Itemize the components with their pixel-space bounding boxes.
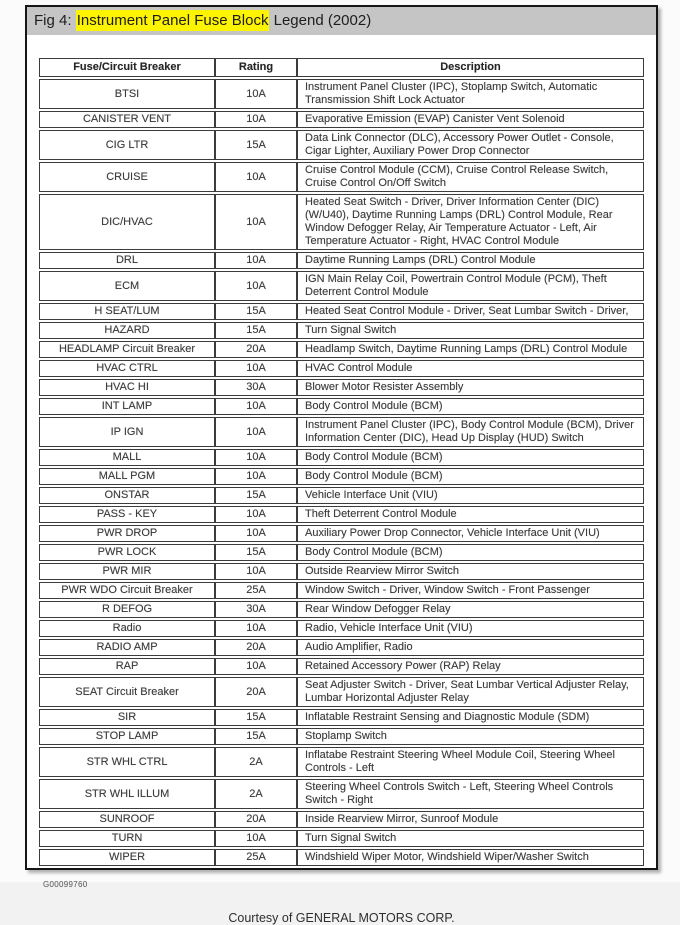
fuse-cell: R DEFOG	[39, 601, 215, 618]
description-cell: Data Link Connector (DLC), Accessory Power Outlet - Console, Cigar Lighter, Auxiliary Power Drop Connector	[297, 130, 644, 160]
fuse-cell: CANISTER VENT	[39, 111, 215, 128]
description-cell: Windshield Wiper Motor, Windshield Wiper/Washer Switch	[297, 849, 644, 866]
table-row	[39, 563, 644, 580]
description-cell: Outside Rearview Mirror Switch	[297, 563, 644, 580]
fuse-cell: HVAC CTRL	[39, 360, 215, 377]
table-row	[39, 360, 644, 377]
fuse-cell: PASS - KEY	[39, 506, 215, 523]
rating-cell: 15A	[215, 322, 297, 339]
description-cell: Auxiliary Power Drop Connector, Vehicle Interface Unit (VIU)	[297, 525, 644, 542]
fuse-cell: STR WHL ILLUM	[39, 779, 215, 809]
fuse-cell: SIR	[39, 709, 215, 726]
table-row	[39, 544, 644, 561]
fuse-cell: TURN	[39, 830, 215, 847]
rating-cell: 20A	[215, 677, 297, 707]
description-cell: IGN Main Relay Coil, Powertrain Control Module (PCM), Theft Deterrent Control Module	[297, 271, 644, 301]
rating-cell: 30A	[215, 379, 297, 396]
table-row	[39, 130, 644, 160]
rating-cell: 10A	[215, 468, 297, 485]
rating-cell: 10A	[215, 658, 297, 675]
fuse-cell: SUNROOF	[39, 811, 215, 828]
rating-cell: 15A	[215, 728, 297, 745]
table-row	[39, 849, 644, 866]
rating-cell: 15A	[215, 544, 297, 561]
fuse-cell: CRUISE	[39, 162, 215, 192]
table-row	[39, 449, 644, 466]
fuse-cell: DRL	[39, 252, 215, 269]
fuse-cell: Radio	[39, 620, 215, 637]
description-cell: Instrument Panel Cluster (IPC), Body Control Module (BCM), Driver Information Center (DIC), Head Up Display (HUD) Switch	[297, 417, 644, 447]
rating-cell: 10A	[215, 563, 297, 580]
figure-id: G00099760	[43, 880, 88, 889]
figure-title-suffix: Legend (2002)	[269, 12, 372, 29]
description-cell: Radio, Vehicle Interface Unit (VIU)	[297, 620, 644, 637]
description-cell: Blower Motor Resister Assembly	[297, 379, 644, 396]
description-cell: Stoplamp Switch	[297, 728, 644, 745]
fuse-cell: HEADLAMP Circuit Breaker	[39, 341, 215, 358]
rating-cell: 10A	[215, 398, 297, 415]
description-cell: Theft Deterrent Control Module	[297, 506, 644, 523]
rating-cell: 10A	[215, 79, 297, 109]
rating-cell: 25A	[215, 582, 297, 599]
fuse-cell: WIPER	[39, 849, 215, 866]
table-row	[39, 194, 644, 250]
column-header-rating: Rating	[215, 58, 297, 77]
description-cell: Retained Accessory Power (RAP) Relay	[297, 658, 644, 675]
table-row	[39, 468, 644, 485]
fuse-cell: INT LAMP	[39, 398, 215, 415]
table-row	[39, 582, 644, 599]
figure-title-bar	[27, 7, 656, 35]
fuse-cell: IP IGN	[39, 417, 215, 447]
fuse-cell: DIC/HVAC	[39, 194, 215, 250]
fuse-cell: BTSI	[39, 79, 215, 109]
column-header-fuse: Fuse/Circuit Breaker	[39, 58, 215, 77]
fuse-cell: SEAT Circuit Breaker	[39, 677, 215, 707]
description-cell: Heated Seat Switch - Driver, Driver Information Center (DIC) (W/U40), Daytime Running Lamps (DRL) Control Module, Rear Window Defogger Relay, Air Temperature Actuator - Left, Air Temperature Actuator - Right, HVAC Control Module	[297, 194, 644, 250]
rating-cell: 10A	[215, 360, 297, 377]
rating-cell: 15A	[215, 303, 297, 320]
description-cell: Body Control Module (BCM)	[297, 544, 644, 561]
table-row	[39, 252, 644, 269]
rating-cell: 15A	[215, 487, 297, 504]
rating-cell: 10A	[215, 111, 297, 128]
description-cell: Rear Window Defogger Relay	[297, 601, 644, 618]
description-cell: Instrument Panel Cluster (IPC), Stoplamp Switch, Automatic Transmission Shift Lock Actuator	[297, 79, 644, 109]
table-row	[39, 379, 644, 396]
column-header-description: Description	[297, 58, 644, 77]
table-row	[39, 162, 644, 192]
table-header-row	[39, 58, 644, 77]
rating-cell: 10A	[215, 830, 297, 847]
rating-cell: 10A	[215, 252, 297, 269]
rating-cell: 10A	[215, 449, 297, 466]
table-row	[39, 601, 644, 618]
table-row	[39, 303, 644, 320]
rating-cell: 25A	[215, 849, 297, 866]
figure-title-prefix: Fig 4:	[34, 12, 76, 29]
table-row	[39, 525, 644, 542]
rating-cell: 10A	[215, 271, 297, 301]
fuse-cell: ONSTAR	[39, 487, 215, 504]
rating-cell: 20A	[215, 341, 297, 358]
fuse-cell: RAP	[39, 658, 215, 675]
figure-title-highlight: Instrument Panel Fuse Block	[76, 12, 269, 29]
table-row	[39, 728, 644, 745]
description-cell: HVAC Control Module	[297, 360, 644, 377]
fuse-legend-table	[39, 56, 644, 868]
fuse-cell: PWR LOCK	[39, 544, 215, 561]
table-row	[39, 747, 644, 777]
rating-cell: 10A	[215, 525, 297, 542]
table-row	[39, 79, 644, 109]
fuse-cell: MALL	[39, 449, 215, 466]
description-cell: Steering Wheel Controls Switch - Left, Steering Wheel Controls Switch - Right	[297, 779, 644, 809]
table-row	[39, 639, 644, 656]
description-cell: Headlamp Switch, Daytime Running Lamps (DRL) Control Module	[297, 341, 644, 358]
table-row	[39, 341, 644, 358]
table-row	[39, 779, 644, 809]
fuse-cell: RADIO AMP	[39, 639, 215, 656]
table-row	[39, 830, 644, 847]
table-row	[39, 322, 644, 339]
table-row	[39, 417, 644, 447]
description-cell: Vehicle Interface Unit (VIU)	[297, 487, 644, 504]
description-cell: Window Switch - Driver, Window Switch - Front Passenger	[297, 582, 644, 599]
table-row	[39, 811, 644, 828]
table-row	[39, 658, 644, 675]
description-cell: Body Control Module (BCM)	[297, 468, 644, 485]
rating-cell: 2A	[215, 779, 297, 809]
description-cell: Audio Amplifier, Radio	[297, 639, 644, 656]
rating-cell: 15A	[215, 130, 297, 160]
table-row	[39, 677, 644, 707]
description-cell: Inflatable Restraint Sensing and Diagnostic Module (SDM)	[297, 709, 644, 726]
rating-cell: 10A	[215, 506, 297, 523]
table-row	[39, 398, 644, 415]
table-row	[39, 620, 644, 637]
fuse-cell: PWR WDO Circuit Breaker	[39, 582, 215, 599]
description-cell: Evaporative Emission (EVAP) Canister Vent Solenoid	[297, 111, 644, 128]
fuse-cell: STOP LAMP	[39, 728, 215, 745]
fuse-cell: PWR DROP	[39, 525, 215, 542]
table-row	[39, 111, 644, 128]
courtesy-line: Courtesy of GENERAL MOTORS CORP.	[228, 911, 455, 925]
description-cell: Seat Adjuster Switch - Driver, Seat Lumbar Vertical Adjuster Relay, Lumbar Horizontal Adjuster Relay	[297, 677, 644, 707]
table-row	[39, 506, 644, 523]
fuse-cell: ECM	[39, 271, 215, 301]
description-cell: Inside Rearview Mirror, Sunroof Module	[297, 811, 644, 828]
description-cell: Cruise Control Module (CCM), Cruise Control Release Switch, Cruise Control On/Off Switch	[297, 162, 644, 192]
rating-cell: 10A	[215, 620, 297, 637]
rating-cell: 2A	[215, 747, 297, 777]
fuse-cell: CIG LTR	[39, 130, 215, 160]
fuse-cell: STR WHL CTRL	[39, 747, 215, 777]
description-cell: Turn Signal Switch	[297, 830, 644, 847]
fuse-cell: PWR MIR	[39, 563, 215, 580]
fuse-cell: H SEAT/LUM	[39, 303, 215, 320]
rating-cell: 10A	[215, 162, 297, 192]
fuse-cell: MALL PGM	[39, 468, 215, 485]
rating-cell: 20A	[215, 811, 297, 828]
description-cell: Inflatabe Restraint Steering Wheel Module Coil, Steering Wheel Controls - Left	[297, 747, 644, 777]
fuse-table-body	[39, 79, 644, 866]
table-row	[39, 709, 644, 726]
rating-cell: 10A	[215, 194, 297, 250]
figure-panel	[25, 5, 658, 925]
rating-cell: 15A	[215, 709, 297, 726]
description-cell: Body Control Module (BCM)	[297, 449, 644, 466]
fuse-cell: HAZARD	[39, 322, 215, 339]
rating-cell: 20A	[215, 639, 297, 656]
description-cell: Daytime Running Lamps (DRL) Control Module	[297, 252, 644, 269]
description-cell: Turn Signal Switch	[297, 322, 644, 339]
description-cell: Heated Seat Control Module - Driver, Seat Lumbar Switch - Driver,	[297, 303, 644, 320]
description-cell: Body Control Module (BCM)	[297, 398, 644, 415]
rating-cell: 30A	[215, 601, 297, 618]
fuse-cell: HVAC HI	[39, 379, 215, 396]
table-row	[39, 271, 644, 301]
rating-cell: 10A	[215, 417, 297, 447]
table-row	[39, 487, 644, 504]
